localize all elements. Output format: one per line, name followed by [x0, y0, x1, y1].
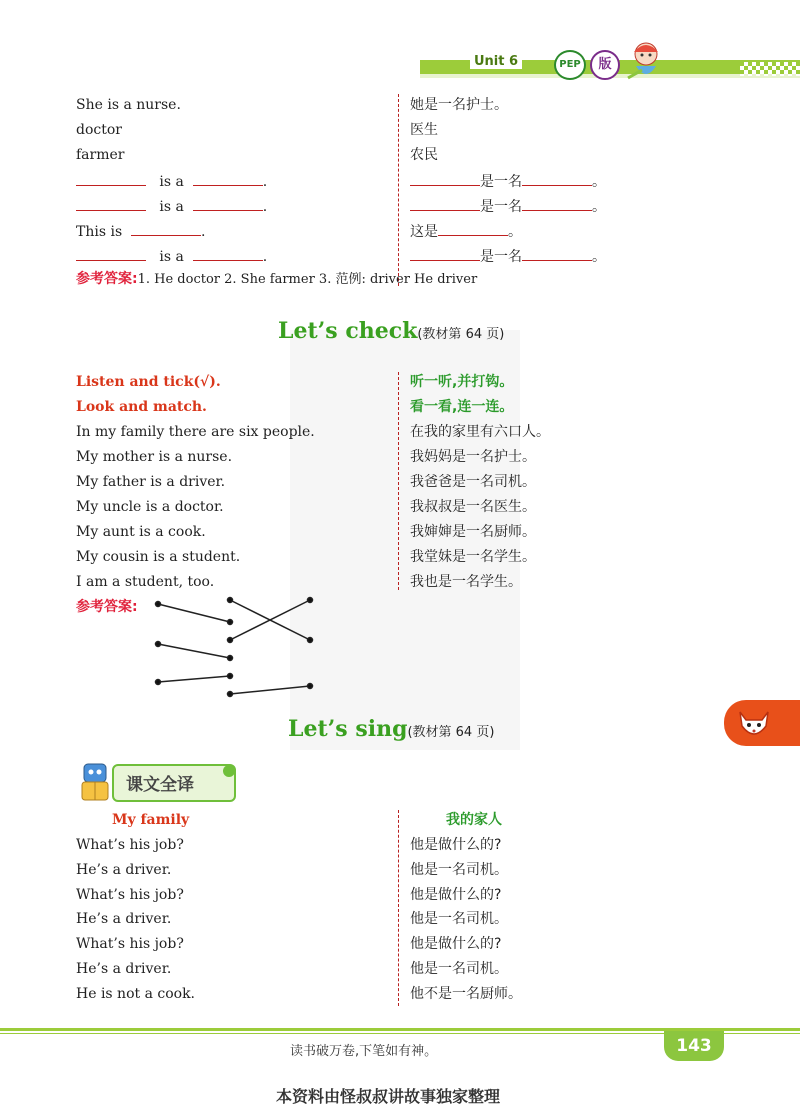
check-line-cn: 我叔叔是一名医生。 [410, 499, 536, 515]
match-dot [228, 620, 233, 625]
match-dot [308, 598, 313, 603]
check-line: My uncle is a doctor. [76, 499, 224, 515]
fill-blank-line-cn: 这是 。 [410, 221, 522, 241]
blank[interactable] [410, 196, 480, 211]
girl-mascot-icon [622, 38, 670, 82]
column-divider [398, 810, 400, 1006]
answer-text: 1. He doctor 2. She farmer 3. 范例: driver He driver [137, 272, 478, 287]
robot-book-icon [76, 760, 116, 804]
match-line [230, 686, 310, 694]
song-line-cn: 他是一名司机。 [410, 862, 508, 878]
blank[interactable] [522, 246, 592, 261]
check-line-cn: 我爸爸是一名司机。 [410, 474, 536, 490]
match-dot [308, 638, 313, 643]
check-line: I am a student, too. [76, 574, 215, 590]
exercise-line-cn: 医生 [410, 122, 438, 138]
unit-label: Unit 6 [470, 54, 522, 69]
blank[interactable] [522, 171, 592, 186]
fill-blank-line-cn: 是一名 。 [410, 246, 606, 266]
song-line-cn: 他是做什么的? [410, 887, 502, 903]
fill-blank-line: is a . [76, 171, 267, 191]
check-line-cn: 在我的家里有六口人。 [410, 424, 550, 440]
instruction-look-cn: 看一看,连一连。 [410, 399, 514, 415]
check-line-cn: 我妈妈是一名护士。 [410, 449, 536, 465]
page-number: 143 [664, 1031, 724, 1061]
match-dot [156, 642, 161, 647]
exercise-line: farmer [76, 147, 125, 163]
answer-label: 参考答案: [76, 271, 138, 287]
blank[interactable] [193, 196, 263, 211]
fill-blank-line-cn: 是一名 。 [410, 171, 606, 191]
blank[interactable] [438, 221, 508, 236]
matching-answer-diagram [150, 594, 320, 704]
match-dot [228, 598, 233, 603]
fox-mascot-icon [734, 704, 774, 744]
blank[interactable] [193, 171, 263, 186]
exercise-line-cn: 农民 [410, 147, 438, 163]
check-answer-label: 参考答案: [76, 599, 138, 615]
song-title-en: My family [112, 812, 190, 828]
check-line: My father is a driver. [76, 474, 226, 490]
footer-credit: 本资料由怪叔叔讲故事独家整理 [276, 1087, 501, 1106]
column-divider [398, 94, 400, 286]
song-line-cn: 他是做什么的? [410, 936, 502, 952]
check-line-cn: 我堂妹是一名学生。 [410, 549, 536, 565]
edition-logo: 版 [590, 50, 620, 80]
blank[interactable] [76, 196, 146, 211]
section-title-check: Let’s check(教材第 64 页) [278, 318, 505, 344]
blank[interactable] [76, 246, 146, 261]
song-line: What’s his job? [76, 936, 184, 952]
blank[interactable] [131, 221, 201, 236]
exercise-line: She is a nurse. [76, 97, 181, 113]
song-line-cn: 他是做什么的? [410, 837, 502, 853]
song-line-cn: 他是一名司机。 [410, 961, 508, 977]
match-line [158, 644, 230, 658]
song-line: What’s his job? [76, 887, 184, 903]
match-dot [228, 656, 233, 661]
exercise-line: doctor [76, 122, 122, 138]
fill-blank-line: This is . [76, 221, 206, 241]
column-divider [398, 372, 400, 590]
exercise-line-cn: 她是一名护士。 [410, 97, 508, 113]
blank[interactable] [193, 246, 263, 261]
check-line: My mother is a nurse. [76, 449, 233, 465]
song-line-cn: 他是一名司机。 [410, 911, 508, 927]
pep-logo: PEP [554, 50, 586, 80]
green-dot-icon [222, 764, 236, 778]
fill-blank-line: is a . [76, 246, 267, 266]
header-checker-pattern [740, 62, 800, 76]
check-line: My cousin is a student. [76, 549, 241, 565]
section-title-sing: Let’s sing(教材第 64 页) [288, 716, 495, 742]
match-line [158, 676, 230, 682]
check-line: In my family there are six people. [76, 424, 315, 440]
song-line: He’s a driver. [76, 862, 172, 878]
match-dot [228, 674, 233, 679]
check-line-cn: 我也是一名学生。 [410, 574, 522, 590]
instruction-listen: Listen and tick(√). [76, 374, 221, 390]
check-line: My aunt is a cook. [76, 524, 206, 540]
song-line: What’s his job? [76, 837, 184, 853]
fill-blank-line-cn: 是一名 。 [410, 196, 606, 216]
blank[interactable] [410, 246, 480, 261]
exercise-answer [76, 270, 477, 289]
match-dot [156, 680, 161, 685]
song-line-cn: 他不是一名厨师。 [410, 986, 522, 1002]
song-line: He is not a cook. [76, 986, 196, 1002]
blank[interactable] [410, 171, 480, 186]
blank[interactable] [76, 171, 146, 186]
song-title-cn: 我的家人 [446, 812, 502, 828]
match-dot [228, 692, 233, 697]
instruction-look: Look and match. [76, 399, 207, 415]
fill-blank-line: is a . [76, 196, 267, 216]
match-dot [228, 638, 233, 643]
blank[interactable] [522, 196, 592, 211]
match-line [158, 604, 230, 622]
footer-motto: 读书破万卷,下笔如有神。 [290, 1044, 438, 1059]
instruction-listen-cn: 听一听,并打钩。 [410, 374, 514, 390]
match-dot [156, 602, 161, 607]
translation-badge-label: 课文全译 [126, 775, 194, 795]
song-line: He’s a driver. [76, 911, 172, 927]
check-line-cn: 我婶婶是一名厨师。 [410, 524, 536, 540]
song-line: He’s a driver. [76, 961, 172, 977]
match-dot [308, 684, 313, 689]
